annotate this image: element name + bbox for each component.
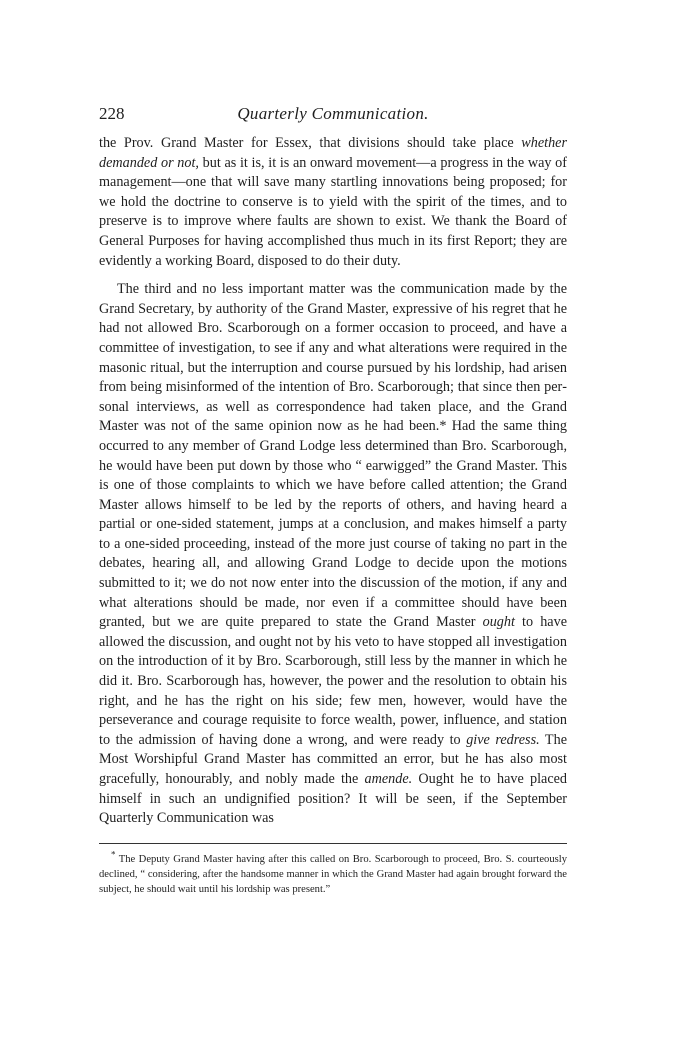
footnote-reference: * bbox=[439, 418, 447, 435]
footnote bbox=[99, 849, 567, 897]
paragraph-2-text-d: The Most Worshipful Grand Master has committed an error, but he has also most gracefully, honourably, and nobly made the bbox=[99, 731, 567, 787]
paragraph-2-emphasis-redress: give redress. bbox=[466, 731, 540, 748]
footnote-divider bbox=[99, 843, 567, 844]
paragraph-2-text-c: to have allowed the discussion, and ought not by his veto to have stopped all investigation on the introduction of it by Bro. Scarborough, still less by the manner in which he did it. Bro. Scarborough has, however, the power and the resolution to obtain his right, and he has the right on his side; few men, however, would have the perseverance and courage requisite to force wealth, power, influence, and station to the admission of having done a wrong, and were ready to bbox=[99, 614, 567, 748]
footnote-text: The Deputy Grand Master having after this called on Bro. Scarborough to proceed, Bro. S. courteously declined, “ considering, after the handsome manner in which the Grand Master had again brought forward the subject, he should wait until his lordship was present.” bbox=[99, 853, 567, 895]
paragraph-2-emphasis-ought: ought bbox=[482, 614, 515, 631]
footnote-mark: * bbox=[111, 849, 116, 860]
running-title: Quarterly Communication. bbox=[237, 104, 429, 123]
paragraph-1 bbox=[99, 134, 567, 271]
paragraph-2 bbox=[99, 280, 567, 829]
paragraph-2-text-e: Ought he to have placed himself in such an undignified position? It will be seen, if the September Quarterly Communication was bbox=[99, 771, 568, 827]
book-page bbox=[99, 100, 567, 897]
paragraph-1-text-a: the Prov. Grand Master for Essex, that divisions should take place bbox=[99, 135, 522, 151]
paragraph-2-emphasis-amende: amende. bbox=[364, 771, 413, 787]
paragraph-2-text-b: Had the same thing occurred to any member of Grand Lodge less determined than Bro. Scarborough, he would have been put down by those who “ earwigged” the Grand Master. This is one of those complaints to which we have before called attention; the Grand Master allows himself to be led by the reports of others, and having heard a partial or one-sided statement, jumps at a conclusion, and makes himself a party to a one-sided proceeding, instead of the more just course of taking no part in the debates, hearing all, and allowing Grand Lodge to decide upon the motions submitted to it; we do not now enter into the discussion of the motion, if any and what alterations should be made, nor even if a committee should have been granted, but we are quite prepared to state the Grand Master bbox=[99, 418, 567, 631]
paragraph-1-emphasis: whether demanded or not, bbox=[99, 135, 567, 171]
page-number: 228 bbox=[99, 104, 125, 123]
paragraph-1-text-b: but as it is, it is an onward movement—a progress in the way of management—one that will save many startling innovations being proposed; for we hold the doctrine to conserve is to yield with the spirit of the times, and to preserve is to improve where faults are shown to exist. We thank the Board of General Purposes for having accomplished thus much in its first Report; they are evidently a working Board, disposed to do their duty. bbox=[99, 154, 567, 269]
page-header bbox=[99, 100, 567, 130]
body-text bbox=[99, 134, 567, 829]
paragraph-2-text-a: The third and no less important matter was the communication made by the Grand Secretary, by authority of the Grand Master, expressive of his regret that he had not allowed Bro. Scarborough on a former occasion to proceed, and have a committee of investigation, to see if any and what alterations were required in the masonic ritual, but the interruption and course pursued by his lordship, had arisen from being misinformed of the intention of Bro. Scarborough; that since then personal interviews, as well as correspondence had taken place, and the Grand Master was not of the same opinion now as he had been. bbox=[99, 281, 567, 435]
